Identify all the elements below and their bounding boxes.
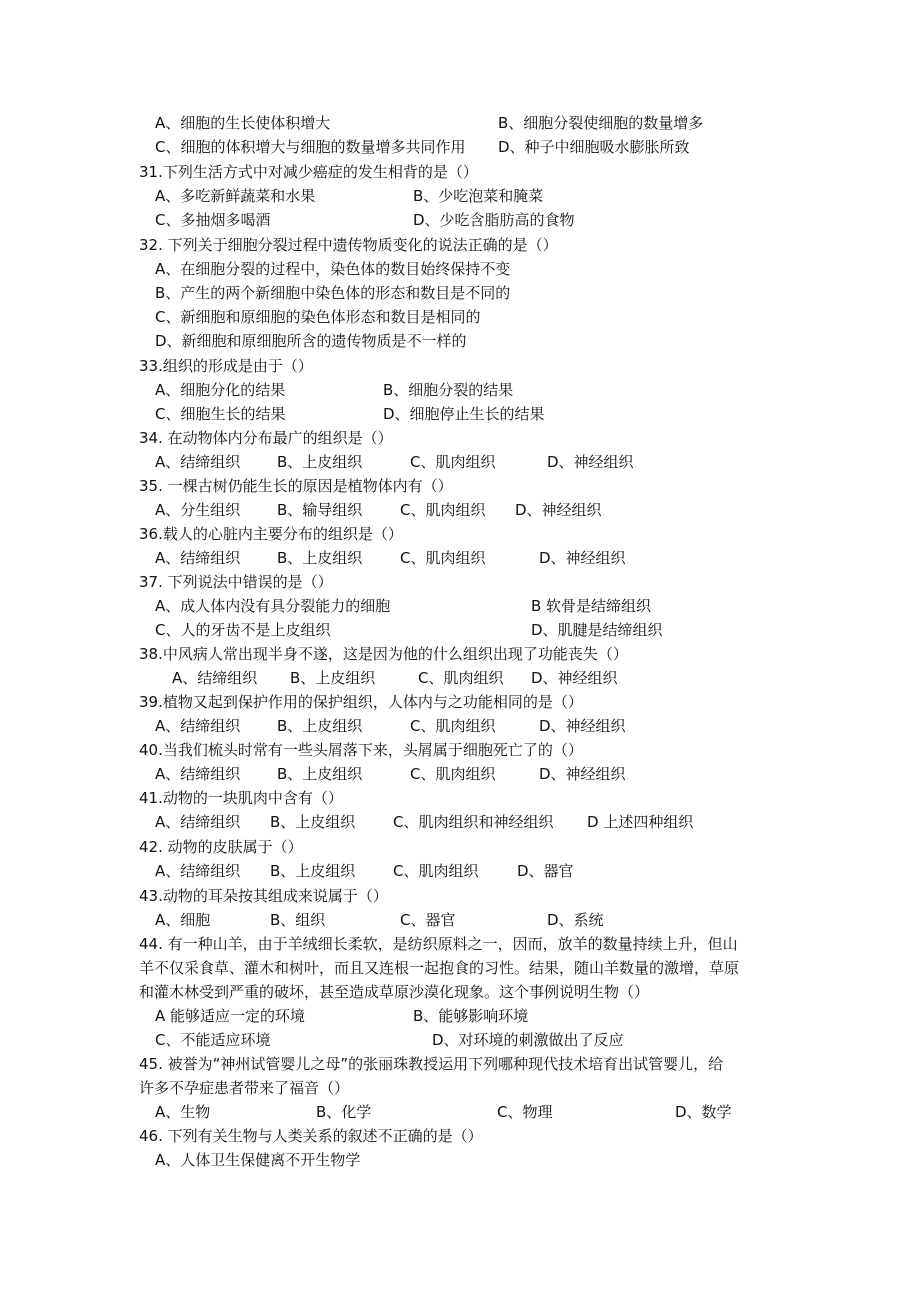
- line-text: 40.当我们梳头时常有一些头屑落下来，头屑属于细胞死亡了的（）: [139, 741, 583, 759]
- line-text: 羊不仅采食草、灌木和树叶，而且又连根一起抱食的习性。结果，随山羊数量的激增，草原: [139, 959, 740, 977]
- text-line: [0, 908, 920, 932]
- option-text: D 上述四种组织: [587, 813, 694, 831]
- text-line: [0, 570, 920, 594]
- line-text: 34. 在动物体内分布最广的组织是（）: [139, 429, 393, 447]
- text-line: [0, 810, 920, 834]
- line-text: A、在细胞分裂的过程中，染色体的数目始终保持不变: [155, 260, 511, 278]
- text-line: [0, 594, 920, 618]
- option-text: C、肌肉组织: [400, 501, 486, 519]
- text-line: [0, 666, 920, 690]
- text-line: [0, 835, 920, 859]
- line-text: D、新细胞和原细胞所含的遗传物质是不一样的: [155, 332, 467, 350]
- text-line: [0, 160, 920, 184]
- text-line: [0, 426, 920, 450]
- text-line: [0, 884, 920, 908]
- line-text: 32. 下列关于细胞分裂过程中遗传物质变化的说法正确的是（）: [139, 236, 558, 254]
- text-line: [0, 546, 920, 570]
- option-text: B、上皮组织: [277, 765, 363, 783]
- line-text: 37. 下列说法中错误的是（）: [139, 573, 333, 591]
- text-line: [0, 111, 920, 135]
- option-text: A、结缔组织: [155, 549, 241, 567]
- option-text: D、细胞停止生长的结果: [383, 405, 545, 423]
- line-text: 31.下列生活方式中对减少癌症的发生相背的是（）: [139, 163, 478, 181]
- text-line: [0, 450, 920, 474]
- option-text: D、神经组织: [539, 765, 626, 783]
- option-text: B、上皮组织: [270, 862, 356, 880]
- text-line: [0, 980, 920, 1004]
- option-text: C、肌肉组织: [410, 765, 496, 783]
- text-line: [0, 786, 920, 810]
- line-text: 38.中风病人常出现半身不遂，这是因为他的什么组织出现了功能丧失（）: [139, 645, 628, 663]
- text-line: [0, 1124, 920, 1148]
- option-text: D、少吃含脂肪高的食物: [413, 211, 575, 229]
- text-line: [0, 378, 920, 402]
- line-text: C、新细胞和原细胞的染色体形态和数目是相同的: [155, 308, 481, 326]
- option-text: C、肌肉组织: [393, 862, 479, 880]
- option-text: B 软骨是结缔组织: [531, 597, 652, 615]
- text-line: [0, 233, 920, 257]
- text-line: [0, 1148, 920, 1172]
- text-line: [0, 281, 920, 305]
- text-line: [0, 208, 920, 232]
- option-text: B、上皮组织: [290, 669, 376, 687]
- option-text: A 能够适应一定的环境: [155, 1007, 306, 1025]
- option-text: C、细胞的体积增大与细胞的数量增多共同作用: [155, 138, 466, 156]
- option-text: D、神经组织: [531, 669, 618, 687]
- text-line: [0, 135, 920, 159]
- option-text: A、结缔组织: [155, 765, 241, 783]
- text-line: [0, 762, 920, 786]
- option-text: A、成人体内没有具分裂能力的细胞: [155, 597, 391, 615]
- option-text: D、系统: [547, 911, 604, 929]
- option-text: D、肌腱是结缔组织: [531, 621, 663, 639]
- line-text: 45. 被誉为“神州试管婴儿之母”的张丽珠教授运用下列哪种现代技术培育出试管婴儿，给: [139, 1055, 724, 1073]
- option-text: B、输导组织: [277, 501, 363, 519]
- text-line: [0, 859, 920, 883]
- option-text: B、少吃泡菜和腌菜: [413, 187, 544, 205]
- text-line: [0, 1052, 920, 1076]
- option-text: C、肌肉组织: [410, 717, 496, 735]
- option-text: D、神经组织: [539, 717, 626, 735]
- line-text: 42. 动物的皮肤属于（）: [139, 838, 303, 856]
- line-text: 43.动物的耳朵按其组成来说属于（）: [139, 887, 388, 905]
- option-text: C、物理: [497, 1103, 553, 1121]
- option-text: A、生物: [155, 1103, 211, 1121]
- option-text: A、结缔组织: [155, 453, 241, 471]
- option-text: A、多吃新鲜蔬菜和水果: [155, 187, 316, 205]
- line-text: 41.动物的一块肌肉中含有（）: [139, 789, 343, 807]
- text-line: [0, 522, 920, 546]
- option-text: D、种子中细胞吸水膨胀所致: [498, 138, 690, 156]
- line-text: 39.植物又起到保护作用的保护组织，人体内与之功能相同的是（）: [139, 693, 583, 711]
- option-text: B、能够影响环境: [413, 1007, 529, 1025]
- text-line: [0, 738, 920, 762]
- option-text: A、细胞: [155, 911, 211, 929]
- option-text: A、结缔组织: [155, 717, 241, 735]
- option-text: A、结缔组织: [172, 669, 258, 687]
- option-text: A、细胞分化的结果: [155, 381, 286, 399]
- text-line: [0, 690, 920, 714]
- option-text: C、肌肉组织: [410, 453, 496, 471]
- option-text: C、多抽烟多喝酒: [155, 211, 271, 229]
- option-text: A、分生组织: [155, 501, 241, 519]
- text-line: [0, 932, 920, 956]
- line-text: 33.组织的形成是由于（）: [139, 357, 313, 375]
- option-text: D、神经组织: [547, 453, 634, 471]
- text-line: [0, 354, 920, 378]
- option-text: B、组织: [270, 911, 326, 929]
- option-text: D、神经组织: [515, 501, 602, 519]
- option-text: C、器官: [400, 911, 456, 929]
- line-text: 46. 下列有关生物与人类关系的叙述不正确的是（）: [139, 1127, 483, 1145]
- text-line: [0, 184, 920, 208]
- option-text: D、神经组织: [539, 549, 626, 567]
- text-line: [0, 305, 920, 329]
- option-text: B、化学: [316, 1103, 372, 1121]
- option-text: B、上皮组织: [277, 453, 363, 471]
- text-line: [0, 618, 920, 642]
- option-text: C、肌肉组织: [400, 549, 486, 567]
- text-line: [0, 1076, 920, 1100]
- text-line: [0, 1004, 920, 1028]
- option-text: B、细胞分裂的结果: [383, 381, 514, 399]
- option-text: B、上皮组织: [277, 717, 363, 735]
- text-line: [0, 1028, 920, 1052]
- line-text: 44. 有一种山羊，由于羊绒细长柔软，是纺织原料之一，因而，放羊的数量持续上升，但山: [139, 935, 738, 953]
- option-text: C、肌肉组织和神经组织: [393, 813, 554, 831]
- option-text: A、结缔组织: [155, 813, 241, 831]
- option-text: B、上皮组织: [277, 549, 363, 567]
- option-text: C、人的牙齿不是上皮组织: [155, 621, 331, 639]
- option-text: A、细胞的生长使体积增大: [155, 114, 331, 132]
- option-text: D、器官: [517, 862, 574, 880]
- text-line: [0, 498, 920, 522]
- text-line: [0, 402, 920, 426]
- option-text: D、数学: [675, 1103, 732, 1121]
- text-line: [0, 1100, 920, 1124]
- line-text: B、产生的两个新细胞中染色体的形态和数目是不同的: [155, 284, 511, 302]
- line-text: 36.载人的心脏内主要分布的组织是（）: [139, 525, 403, 543]
- line-text: 许多不孕症患者带来了福音（）: [139, 1079, 350, 1097]
- text-line: [0, 642, 920, 666]
- text-line: [0, 474, 920, 498]
- line-text: A、人体卫生保健离不开生物学: [155, 1151, 361, 1169]
- line-text: 35. 一棵古树仍能生长的原因是植物体内有（）: [139, 477, 453, 495]
- option-text: C、细胞生长的结果: [155, 405, 286, 423]
- text-line: [0, 714, 920, 738]
- option-text: C、肌肉组织: [418, 669, 504, 687]
- text-line: [0, 329, 920, 353]
- option-text: B、细胞分裂使细胞的数量增多: [498, 114, 704, 132]
- line-text: 和灌木林受到严重的破坏，甚至造成草原沙漠化现象。这个事例说明生物（）: [139, 983, 650, 1001]
- option-text: B、上皮组织: [270, 813, 356, 831]
- option-text: C、不能适应环境: [155, 1031, 271, 1049]
- text-line: [0, 257, 920, 281]
- text-line: [0, 956, 920, 980]
- option-text: D、对环境的刺激做出了反应: [432, 1031, 624, 1049]
- option-text: A、结缔组织: [155, 862, 241, 880]
